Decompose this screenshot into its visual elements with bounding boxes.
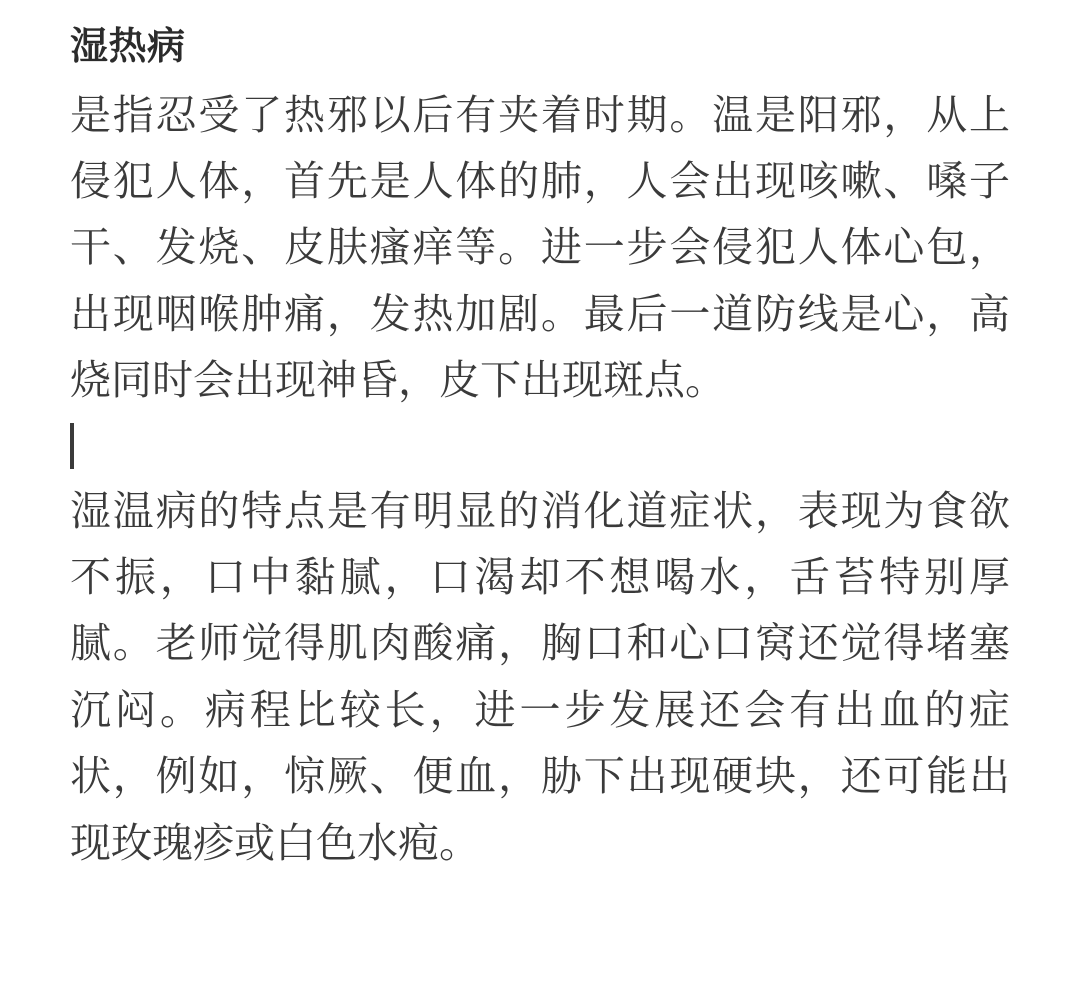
page-title: 湿热病 — [70, 26, 186, 68]
paragraph-2: 湿温病的特点是有明显的消化道症状，表现为食欲不振，口中黏腻，口渴却不想喝水，舌苔特别厚腻。老师觉得肌肉酸痛，胸口和心口窝还觉得堵塞沉闷。病程比较长，进一步发展还会有出血的症状，例如，惊厥、便血，胁下出现硬块，还可能出现玫瑰疹或白色水疱。 — [70, 487, 1010, 866]
text-caret — [70, 423, 74, 469]
text-cursor-line — [70, 414, 1010, 478]
paragraph-1: 是指忍受了热邪以后有夹着时期。温是阳邪，从上侵犯人体，首先是人体的肺，人会出现咳嗽、嗓子干、发烧、皮肤瘙痒等。进一步会侵犯人体心包，出现咽喉肿痛，发热加剧。最后一道防线是心，高烧同时会出现神昏，皮下出现斑点。 — [70, 91, 1010, 404]
